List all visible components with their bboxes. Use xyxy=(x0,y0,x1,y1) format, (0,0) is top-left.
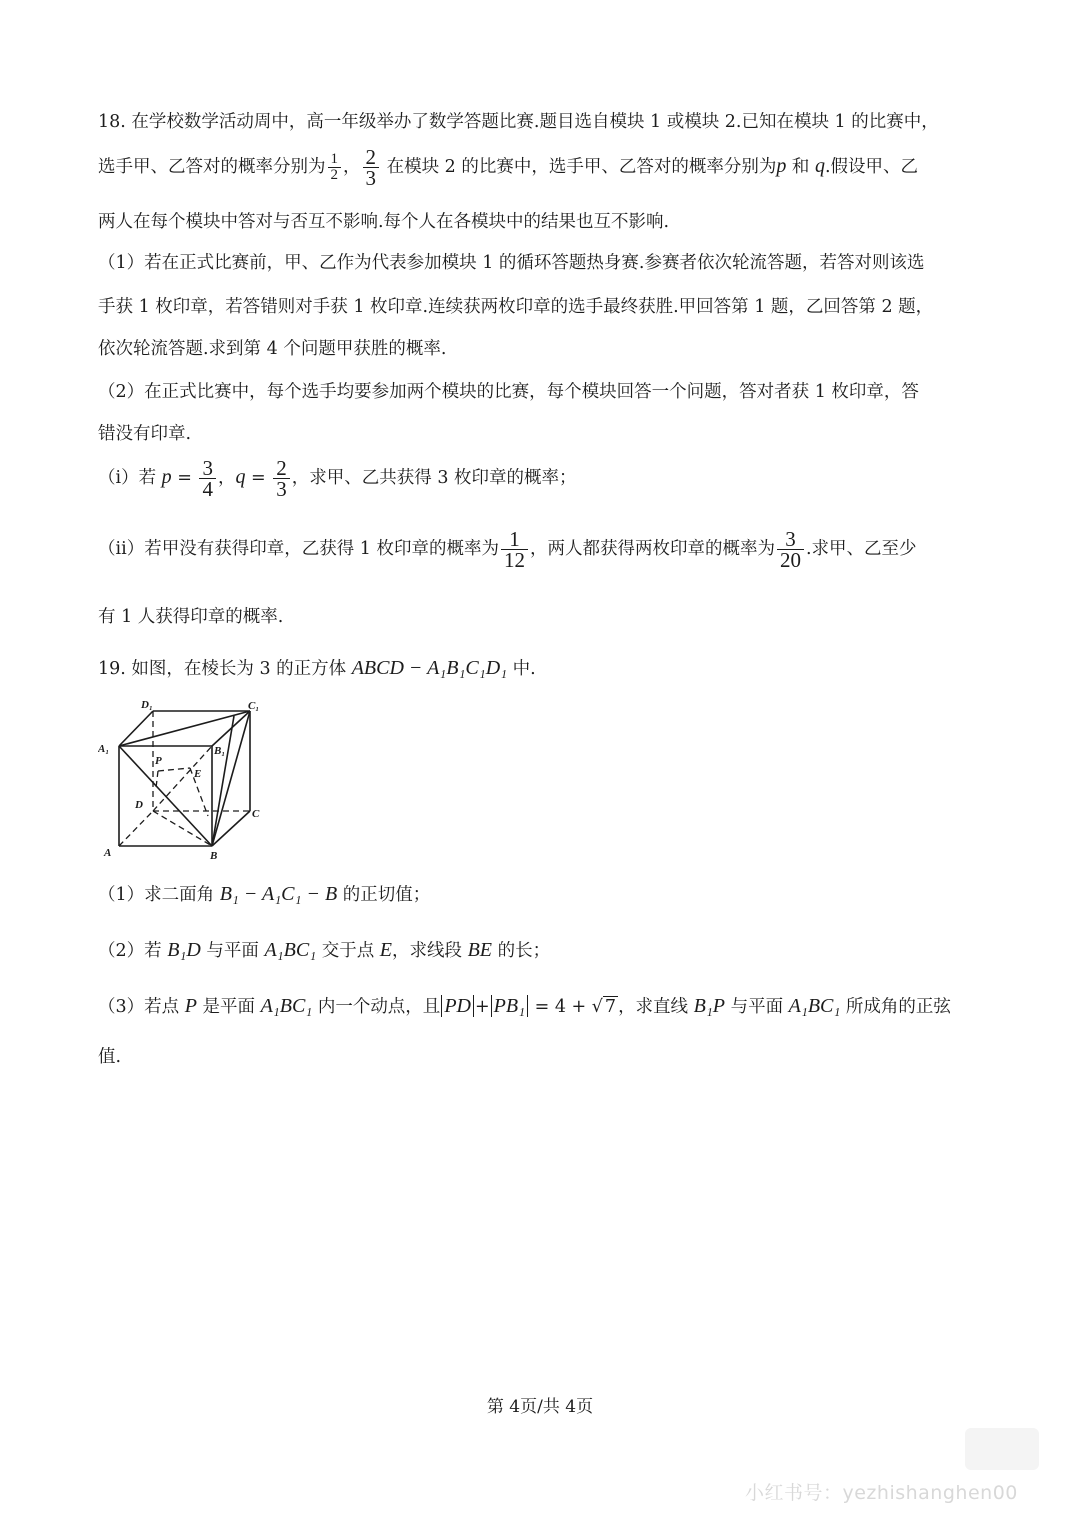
text: 选手甲、乙答对的概率分别为 xyxy=(98,157,326,177)
text: = xyxy=(171,468,198,488)
text: （ii）若甲没有获得印章，乙获得 1 枚印章的概率为 xyxy=(98,539,499,559)
text: + xyxy=(474,997,490,1017)
line-db-hidden xyxy=(153,811,212,846)
numerator: 1 xyxy=(328,152,342,168)
math-be: BE xyxy=(467,939,493,961)
text: = 4 + xyxy=(529,997,592,1017)
text: 的长； xyxy=(492,941,551,961)
text: （1）求二面角 xyxy=(98,885,220,905)
fraction-three-fourths xyxy=(199,458,216,499)
text: 和 xyxy=(786,157,815,177)
watermark: 小红书号：yezhishanghen00 xyxy=(745,1482,1018,1504)
text: ， xyxy=(217,468,236,488)
q19-part3-line-2: 值. xyxy=(98,1047,122,1067)
label-d1: D₁ xyxy=(141,699,153,711)
text: 内一个动点，且 xyxy=(312,997,441,1017)
math-plane: A₁BC₁ xyxy=(788,995,841,1017)
text: 与平面 xyxy=(725,997,789,1017)
denominator: 3 xyxy=(365,166,376,190)
math-sqrt7: 7 xyxy=(604,997,617,1017)
q18-part2-ii-line-2: 有 1 人获得印章的概率. xyxy=(98,607,284,627)
text: ，两人都获得两枚印章的概率为 xyxy=(529,539,775,559)
fraction-two-thirds xyxy=(363,147,380,188)
text: （2）若 xyxy=(98,941,168,961)
text: 的正切值； xyxy=(337,885,431,905)
text: ，求甲、乙共获得 3 枚印章的概率； xyxy=(291,468,577,488)
math-abs-pb1: PB₁ xyxy=(491,995,528,1017)
q18-line-1: 18. 在学校数学活动周中，高一年级举办了数学答题比赛.题目选自模块 1 或模块 2.已知在模块 1 的比赛中， xyxy=(98,112,939,132)
text: 是平面 xyxy=(196,997,261,1017)
denominator: 3 xyxy=(276,477,287,501)
q18-part1-line-3: 依次轮流答题.求到第 4 个问题甲获胜的概率. xyxy=(98,339,447,359)
math-p: p xyxy=(776,155,787,177)
math-cube-name: ABCD − A₁B₁C₁D₁ xyxy=(351,657,508,679)
label-c1: C₁ xyxy=(248,700,260,712)
math-q: q xyxy=(814,155,825,177)
text: ，求直线 xyxy=(618,997,694,1017)
edge-ad-hidden xyxy=(119,811,153,846)
denominator: 12 xyxy=(503,548,525,572)
denominator: 2 xyxy=(330,167,338,183)
cube-edges xyxy=(119,711,250,846)
text: 与平面 xyxy=(200,941,265,961)
label-a1: A₁ xyxy=(98,743,110,755)
label-p: P xyxy=(155,755,162,767)
text: （3）若点 xyxy=(98,997,185,1017)
denominator: 4 xyxy=(202,477,213,501)
q19-part3: （3）若点 P 是平面 A₁BC₁ 内一个动点，且 PD + PB₁ = 4 + √ 7 ，求直线 B₁P 与平面 A₁BC₁ 所成角的正弦 xyxy=(98,995,951,1017)
math-e: E xyxy=(379,939,393,961)
text: 19. 如图，在棱长为 3 的正方体 xyxy=(98,659,352,679)
label-b1: B₁ xyxy=(214,745,226,757)
text: .假设甲、乙 xyxy=(824,157,919,177)
fraction-one-twelfth xyxy=(501,529,528,570)
text: = xyxy=(245,468,272,488)
math-q: q xyxy=(235,466,246,488)
q19-part2 xyxy=(98,938,550,963)
q18-line-3: 两人在每个模块中答对与否互不影响.每个人在各模块中的结果也互不影响. xyxy=(98,212,670,232)
math-b1d: B₁D xyxy=(167,939,201,961)
math-plane: A₁BC₁ xyxy=(260,995,313,1017)
q18-line-2 xyxy=(98,147,918,188)
denominator: 20 xyxy=(779,548,801,572)
cube-figure xyxy=(98,696,268,866)
q18-part2-i xyxy=(98,458,577,499)
line-pe-hidden xyxy=(158,768,190,771)
fraction-one-half xyxy=(328,152,342,183)
label-d: D xyxy=(135,799,143,811)
q19-line-1 xyxy=(98,656,536,681)
text: 所成角的正弦 xyxy=(840,997,951,1017)
math-p: p xyxy=(161,466,172,488)
q18-part1-line-2: 手获 1 枚印章，若答错则对手获 1 枚印章.连续获两枚印章的选手最终获胜.甲回答第 1 题，乙回答第 2 题， xyxy=(98,297,934,317)
label-a: A xyxy=(104,847,112,859)
text: （i）若 xyxy=(98,468,162,488)
math-b1p: B₁P xyxy=(693,995,726,1017)
line-p-hidden xyxy=(156,771,158,788)
fraction-three-twentieths xyxy=(777,529,804,570)
text: 交于点 xyxy=(316,941,380,961)
math-plane: A₁BC₁ xyxy=(264,939,317,961)
label-c: C xyxy=(252,808,260,820)
q18-part1-line-1: （1）若在正式比赛前，甲、乙作为代表参加模块 1 的循环答题热身赛.参赛者依次轮流答题，若答对则该选 xyxy=(98,253,925,273)
page-footer: 第 4页/共 4页 xyxy=(486,1397,594,1417)
text: 中. xyxy=(507,659,536,679)
label-b: B xyxy=(210,850,218,862)
numerator: 2 xyxy=(363,147,380,168)
q18-part2-ii xyxy=(98,529,917,570)
text: ，求线段 xyxy=(392,941,468,961)
text: ， xyxy=(343,157,361,177)
numerator: 1 xyxy=(501,529,528,550)
q18-part2-line-2: 错没有印章. xyxy=(98,424,192,444)
numerator: 3 xyxy=(199,458,216,479)
watermark-logo xyxy=(965,1428,1039,1470)
text: 在模块 2 的比赛中，选手甲、乙答对的概率分别为 xyxy=(381,157,777,177)
math-p: P xyxy=(184,995,197,1017)
math-dihedral: B₁ − A₁C₁ − B xyxy=(219,883,338,905)
text: .求甲、乙至少 xyxy=(805,539,917,559)
fraction-two-thirds xyxy=(273,458,290,499)
q18-part2-line-1: （2）在正式比赛中，每个选手均要参加两个模块的比赛，每个模块回答一个问题，答对者获 1 枚印章，答 xyxy=(98,382,919,402)
label-e: E xyxy=(194,768,202,780)
numerator: 2 xyxy=(273,458,290,479)
numerator: 3 xyxy=(777,529,804,550)
q19-part1 xyxy=(98,882,430,907)
math-abs-pd: PD xyxy=(441,995,474,1017)
